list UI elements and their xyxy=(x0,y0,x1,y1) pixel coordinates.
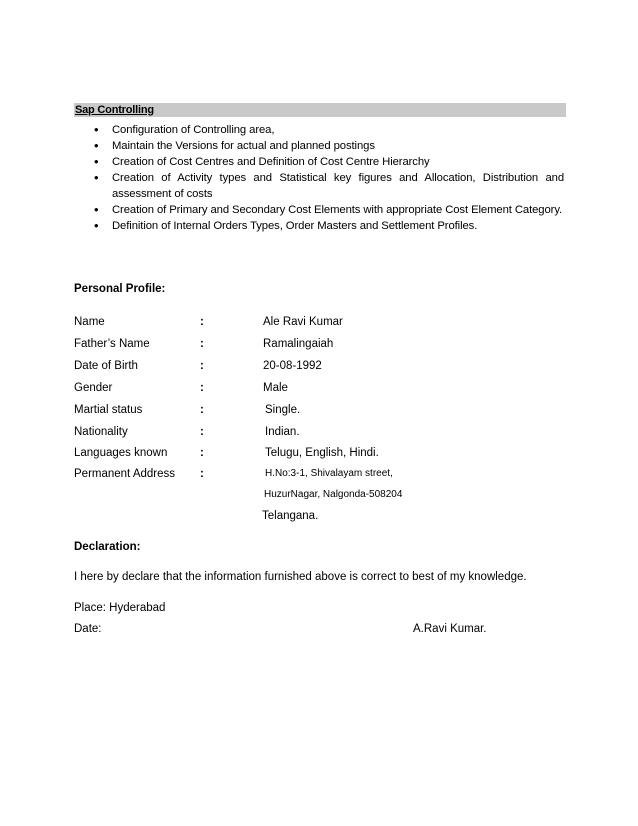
profile-value: Male xyxy=(263,382,288,394)
profile-row-languages-known xyxy=(74,445,554,461)
profile-value: 20-08-1992 xyxy=(263,360,322,372)
profile-value: Ramalingaiah xyxy=(263,338,334,350)
date-label: Date: xyxy=(74,623,102,635)
declaration-heading: Declaration: xyxy=(74,541,141,553)
profile-separator: : xyxy=(200,360,204,372)
profile-value: Telugu, English, Hindi. xyxy=(265,447,379,459)
profile-row-gender xyxy=(74,380,554,396)
profile-label: Nationality xyxy=(74,426,128,438)
section-title: Sap Controlling xyxy=(75,104,154,116)
place-text: Place: Hyderabad xyxy=(74,602,166,614)
list-item: • Creation of Cost Centres and Definition of Cost Centre Hierarchy xyxy=(94,154,564,170)
profile-row-permanent-address xyxy=(74,466,554,482)
profile-label: Father’s Name xyxy=(74,338,150,350)
profile-label: Permanent Address xyxy=(74,468,176,480)
profile-separator: : xyxy=(200,338,204,350)
profile-label: Date of Birth xyxy=(74,360,138,372)
profile-separator: : xyxy=(200,404,204,416)
list-item: • Creation of Primary and Secondary Cost Elements with appropriate Cost Element Category. xyxy=(94,202,564,218)
address-line-2: HuzurNagar, Nalgonda-508204 xyxy=(264,489,403,500)
list-item: • Creation of Activity types and Statistical key figures and Allocation, Distribution and assessment of costs xyxy=(94,170,564,202)
profile-row-name xyxy=(74,314,554,330)
profile-row-martial-status xyxy=(74,402,554,418)
address-line-3: Telangana. xyxy=(262,510,319,522)
list-item: • Configuration of Controlling area, xyxy=(94,122,564,138)
profile-value: Indian. xyxy=(265,426,300,438)
profile-label: Languages known xyxy=(74,447,168,459)
declaration-text: I here by declare that the information furnished above is correct to best of my knowledge. xyxy=(74,571,527,583)
signature-name: A.Ravi Kumar. xyxy=(413,623,487,635)
profile-row-date-of-birth xyxy=(74,358,554,374)
profile-value: Ale Ravi Kumar xyxy=(263,316,343,328)
profile-row-fathers-name xyxy=(74,336,554,352)
personal-profile-heading: Personal Profile: xyxy=(74,283,166,295)
profile-label: Gender xyxy=(74,382,113,394)
sap-controlling-list xyxy=(94,122,564,234)
list-item: • Definition of Internal Orders Types, Order Masters and Settlement Profiles. xyxy=(94,218,564,234)
section-header-sap-controlling xyxy=(74,103,566,117)
profile-value: H.No:3-1, Shivalayam street, xyxy=(265,468,393,479)
profile-value: Single. xyxy=(265,404,301,416)
profile-separator: : xyxy=(200,382,204,394)
profile-separator: : xyxy=(200,426,204,438)
profile-separator: : xyxy=(200,447,204,459)
profile-label: Martial status xyxy=(74,404,143,416)
profile-row-nationality xyxy=(74,424,554,440)
profile-separator: : xyxy=(200,468,204,480)
profile-label: Name xyxy=(74,316,105,328)
list-item: • Maintain the Versions for actual and planned postings xyxy=(94,138,564,154)
profile-separator: : xyxy=(200,316,204,328)
